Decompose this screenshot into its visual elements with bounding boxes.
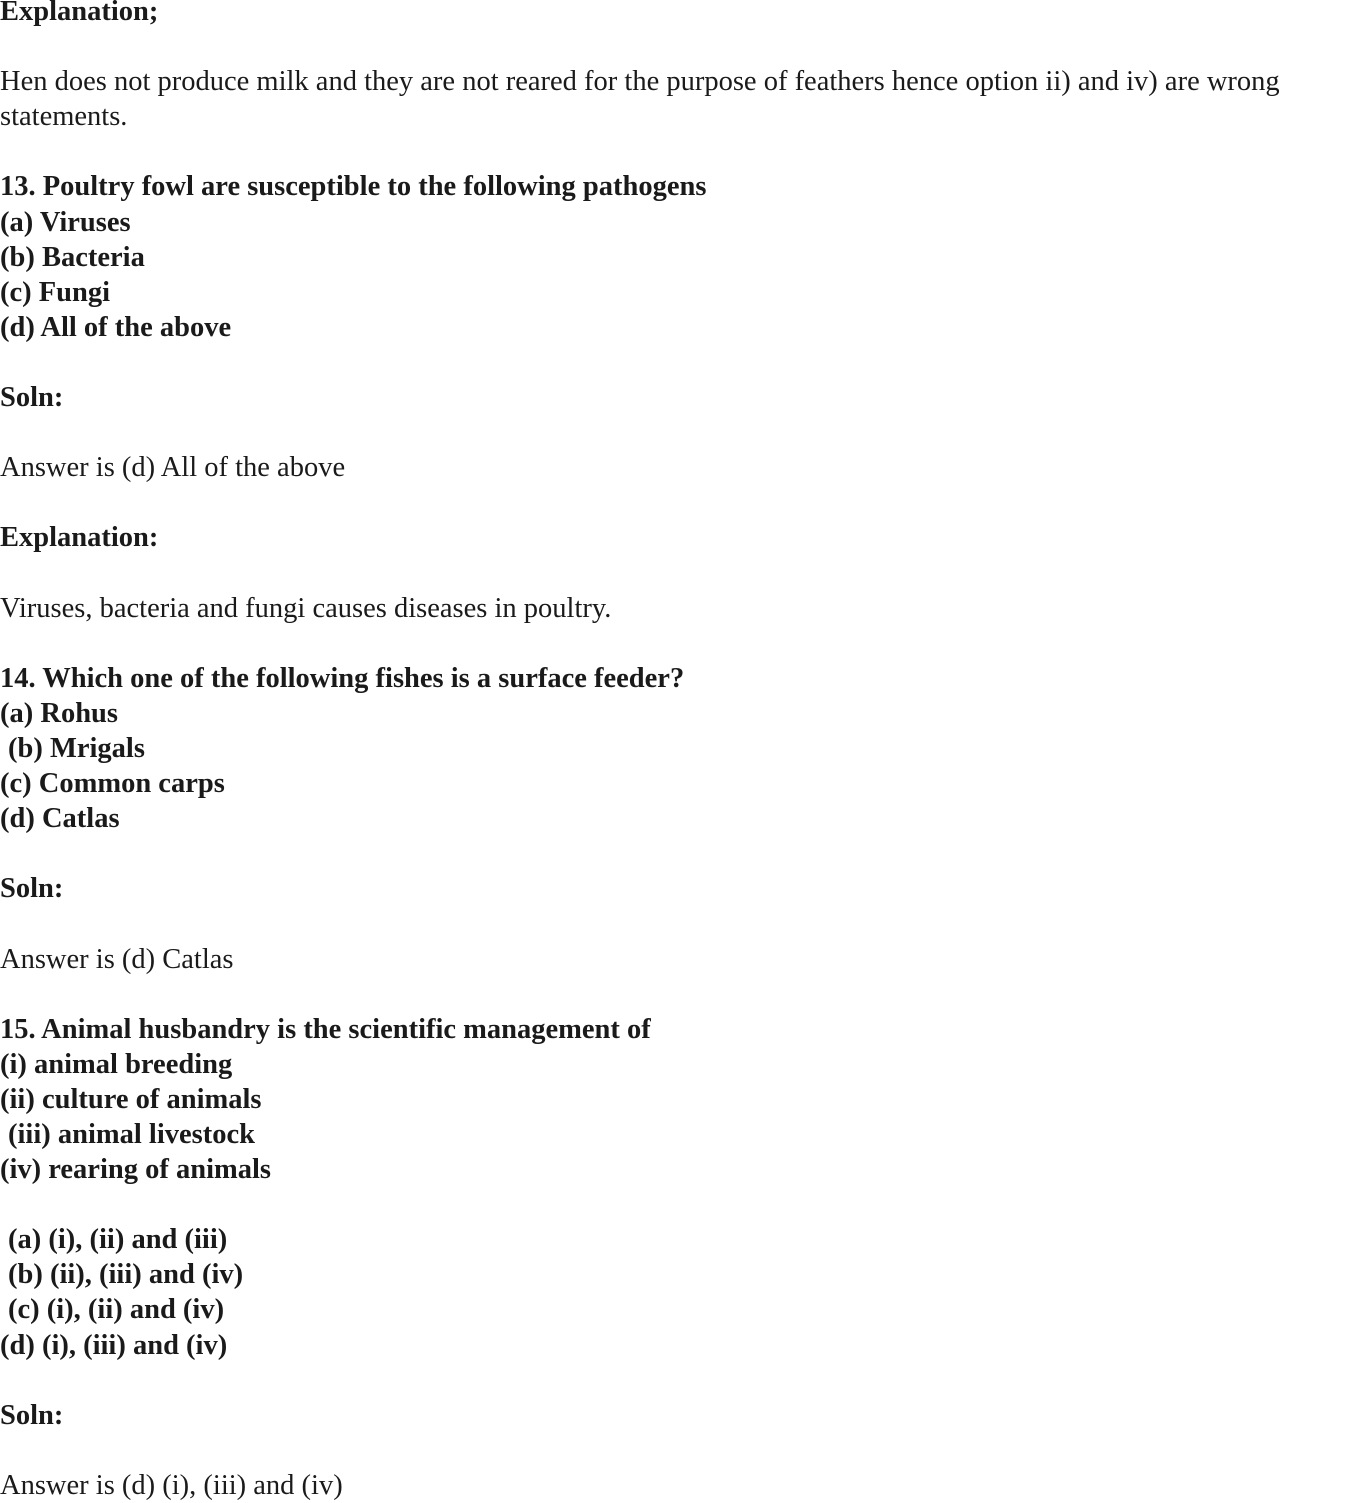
option: (a) Rohus	[0, 697, 118, 729]
answer: Answer is (d) (i), (iii) and (iv)	[0, 1469, 343, 1501]
statement: (iv) rearing of animals	[0, 1154, 271, 1186]
soln-label: Soln:	[0, 873, 64, 905]
option: (c) (i), (ii) and (iv)	[8, 1294, 225, 1326]
explanation-text: Viruses, bacteria and fungi causes diseases in poultry.	[0, 592, 612, 624]
question-14: 14. Which one of the following fishes is a surface feeder?	[0, 662, 685, 694]
explanation-text: Hen does not produce milk and they are not reared for the purpose of feathers hence option ii) and iv) are wrong	[0, 66, 1280, 98]
option: (d) Catlas	[0, 803, 120, 835]
soln-label: Soln:	[0, 382, 64, 414]
option: (c) Common carps	[0, 768, 225, 800]
explanation-heading: Explanation;	[0, 0, 159, 27]
question-13: 13. Poultry fowl are susceptible to the following pathogens	[0, 171, 707, 203]
option: (a) Viruses	[0, 206, 131, 238]
answer: Answer is (d) All of the above	[0, 452, 346, 484]
soln-label: Soln:	[0, 1399, 64, 1431]
answer: Answer is (d) Catlas	[0, 943, 234, 975]
option: (b) Mrigals	[8, 732, 145, 764]
option: (b) (ii), (iii) and (iv)	[8, 1259, 244, 1291]
explanation-text: statements.	[0, 101, 128, 133]
option: (b) Bacteria	[0, 241, 145, 273]
option: (c) Fungi	[0, 276, 111, 308]
option: (a) (i), (ii) and (iii)	[8, 1224, 228, 1256]
statement: (i) animal breeding	[0, 1048, 233, 1080]
option: (d) All of the above	[0, 311, 232, 343]
option: (d) (i), (iii) and (iv)	[0, 1329, 228, 1361]
question-15: 15. Animal husbandry is the scientific management of	[0, 1013, 651, 1045]
explanation-label: Explanation:	[0, 522, 159, 554]
statement: (iii) animal livestock	[8, 1119, 255, 1150]
statement: (ii) culture of animals	[0, 1083, 262, 1115]
